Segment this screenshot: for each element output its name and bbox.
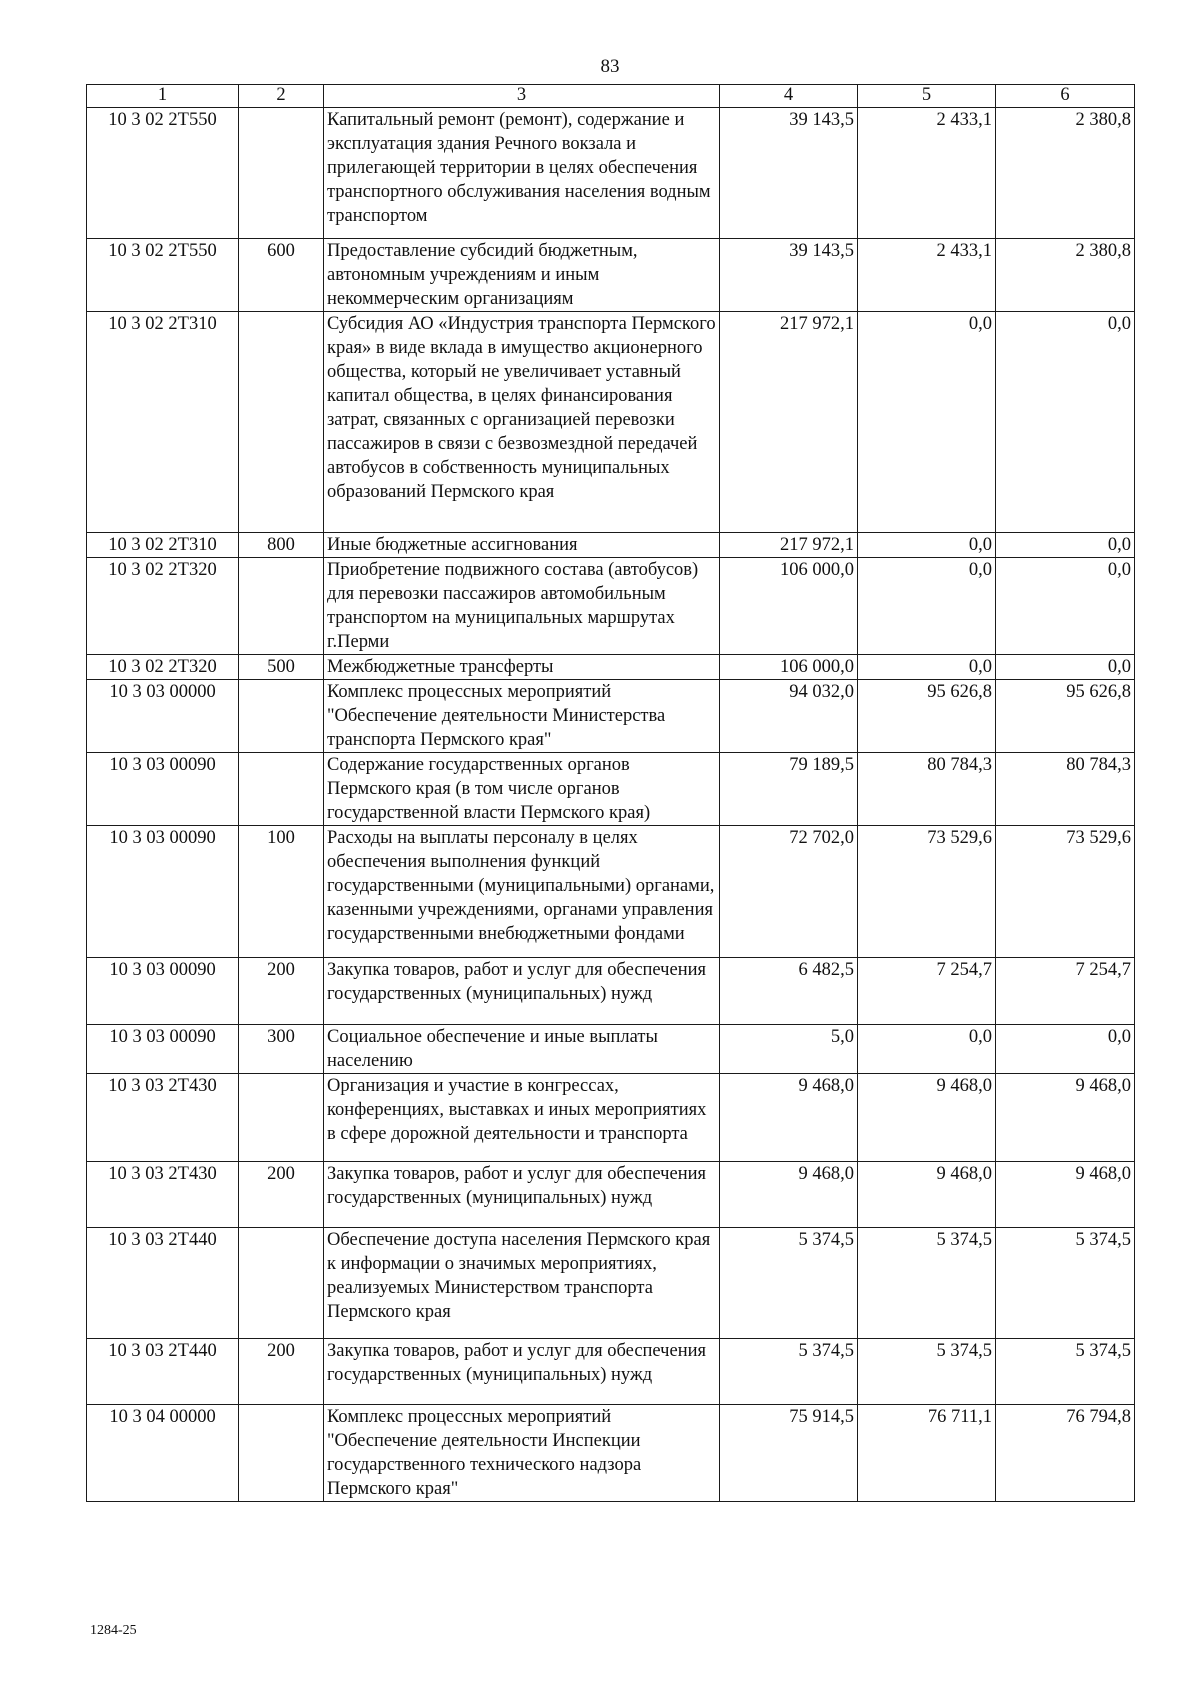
table-row xyxy=(87,826,1135,958)
row-value-col4: 72 702,0 xyxy=(720,826,858,958)
row-type-cell xyxy=(239,753,324,826)
row-value-col4: 9 468,0 xyxy=(720,1074,858,1162)
row-name-cell: Обеспечение доступа населения Пермского края к информации о значимых мероприятиях, реализуемых Министерством транспорта Пермского края xyxy=(324,1228,720,1339)
row-code-cell: 10 3 03 2Т440 xyxy=(87,1339,239,1405)
row-code-cell: 10 3 02 2Т550 xyxy=(87,108,239,239)
row-value-col6: 76 794,8 xyxy=(996,1405,1135,1502)
row-value-col4: 9 468,0 xyxy=(720,1162,858,1228)
table-row xyxy=(87,1339,1135,1405)
row-value-col5: 0,0 xyxy=(858,655,996,680)
row-type-cell: 300 xyxy=(239,1025,324,1074)
row-code-cell: 10 3 03 00090 xyxy=(87,753,239,826)
row-code-cell: 10 3 02 2Т310 xyxy=(87,533,239,558)
row-name-cell: Закупка товаров, работ и услуг для обеспечения государственных (муниципальных) нужд xyxy=(324,958,720,1025)
row-code-cell: 10 3 02 2Т550 xyxy=(87,239,239,312)
row-type-cell: 200 xyxy=(239,1339,324,1405)
table-row xyxy=(87,558,1135,655)
row-value-col4: 39 143,5 xyxy=(720,108,858,239)
row-name-cell: Межбюджетные трансферты xyxy=(324,655,720,680)
row-type-cell: 200 xyxy=(239,1162,324,1228)
row-value-col5: 2 433,1 xyxy=(858,239,996,312)
row-value-col6: 9 468,0 xyxy=(996,1162,1135,1228)
row-value-col5: 7 254,7 xyxy=(858,958,996,1025)
row-name-cell: Комплекс процессных мероприятий "Обеспечение деятельности Инспекции государственного технического надзора Пермского края" xyxy=(324,1405,720,1502)
row-type-cell xyxy=(239,1074,324,1162)
row-value-col6: 5 374,5 xyxy=(996,1339,1135,1405)
row-value-col5: 73 529,6 xyxy=(858,826,996,958)
table-row xyxy=(87,312,1135,533)
row-value-col4: 79 189,5 xyxy=(720,753,858,826)
budget-table xyxy=(86,84,1135,1502)
row-value-col4: 217 972,1 xyxy=(720,533,858,558)
table-row xyxy=(87,958,1135,1025)
row-code-cell: 10 3 03 00090 xyxy=(87,1025,239,1074)
row-name-cell: Закупка товаров, работ и услуг для обеспечения государственных (муниципальных) нужд xyxy=(324,1339,720,1405)
table-row xyxy=(87,108,1135,239)
row-name-cell: Капитальный ремонт (ремонт), содержание и эксплуатация здания Речного вокзала и прилегающей территории в целях обеспечения транспортного обслуживания населения водным транспортом xyxy=(324,108,720,239)
row-type-cell: 500 xyxy=(239,655,324,680)
row-name-cell: Расходы на выплаты персоналу в целях обеспечения выполнения функций государственными (муниципальными) органами, казенными учреждениями, органами управления государственными внебюджетными фондами xyxy=(324,826,720,958)
row-code-cell: 10 3 02 2Т310 xyxy=(87,312,239,533)
row-value-col5: 9 468,0 xyxy=(858,1074,996,1162)
row-value-col6: 0,0 xyxy=(996,1025,1135,1074)
row-value-col6: 80 784,3 xyxy=(996,753,1135,826)
row-value-col6: 9 468,0 xyxy=(996,1074,1135,1162)
column-header-5: 5 xyxy=(858,85,996,108)
row-value-col6: 2 380,8 xyxy=(996,239,1135,312)
table-row xyxy=(87,1025,1135,1074)
row-value-col5: 76 711,1 xyxy=(858,1405,996,1502)
row-value-col4: 75 914,5 xyxy=(720,1405,858,1502)
footer-document-code: 1284-25 xyxy=(90,1623,137,1638)
row-value-col4: 6 482,5 xyxy=(720,958,858,1025)
row-value-col6: 73 529,6 xyxy=(996,826,1135,958)
row-type-cell: 800 xyxy=(239,533,324,558)
row-name-cell: Комплекс процессных мероприятий "Обеспечение деятельности Министерства транспорта Пермского края" xyxy=(324,680,720,753)
column-header-3: 3 xyxy=(324,85,720,108)
row-value-col5: 2 433,1 xyxy=(858,108,996,239)
row-value-col6: 0,0 xyxy=(996,533,1135,558)
row-value-col5: 80 784,3 xyxy=(858,753,996,826)
table-row xyxy=(87,1162,1135,1228)
table-row xyxy=(87,655,1135,680)
row-value-col6: 2 380,8 xyxy=(996,108,1135,239)
row-type-cell: 200 xyxy=(239,958,324,1025)
table-row xyxy=(87,239,1135,312)
row-value-col5: 0,0 xyxy=(858,533,996,558)
row-value-col6: 7 254,7 xyxy=(996,958,1135,1025)
row-name-cell: Закупка товаров, работ и услуг для обеспечения государственных (муниципальных) нужд xyxy=(324,1162,720,1228)
row-code-cell: 10 3 03 00090 xyxy=(87,826,239,958)
header-row xyxy=(87,85,1135,108)
row-code-cell: 10 3 02 2Т320 xyxy=(87,558,239,655)
row-value-col4: 5 374,5 xyxy=(720,1339,858,1405)
table-row xyxy=(87,680,1135,753)
row-value-col6: 0,0 xyxy=(996,558,1135,655)
row-code-cell: 10 3 03 00000 xyxy=(87,680,239,753)
table-row xyxy=(87,1074,1135,1162)
row-code-cell: 10 3 03 2Т430 xyxy=(87,1074,239,1162)
row-name-cell: Содержание государственных органов Пермского края (в том числе органов государственной власти Пермского края) xyxy=(324,753,720,826)
row-code-cell: 10 3 04 00000 xyxy=(87,1405,239,1502)
row-code-cell: 10 3 02 2Т320 xyxy=(87,655,239,680)
row-value-col5: 95 626,8 xyxy=(858,680,996,753)
row-value-col4: 217 972,1 xyxy=(720,312,858,533)
table-body xyxy=(87,108,1135,1502)
row-name-cell: Иные бюджетные ассигнования xyxy=(324,533,720,558)
row-value-col4: 5,0 xyxy=(720,1025,858,1074)
column-header-2: 2 xyxy=(239,85,324,108)
column-header-6: 6 xyxy=(996,85,1135,108)
row-type-cell: 600 xyxy=(239,239,324,312)
row-code-cell: 10 3 03 00090 xyxy=(87,958,239,1025)
row-value-col5: 0,0 xyxy=(858,312,996,533)
column-header-1: 1 xyxy=(87,85,239,108)
row-value-col5: 0,0 xyxy=(858,1025,996,1074)
row-value-col5: 9 468,0 xyxy=(858,1162,996,1228)
table-row xyxy=(87,753,1135,826)
row-value-col5: 5 374,5 xyxy=(858,1339,996,1405)
row-name-cell: Субсидия АО «Индустрия транспорта Пермского края» в виде вклада в имущество акционерного общества, который не увеличивает уставный капитал общества, в целях финансирования затрат, связанных с организацией перевозки пассажиров в связи с безвозмездной передачей автобусов в собственность муниципальных образований Пермского края xyxy=(324,312,720,533)
column-header-4: 4 xyxy=(720,85,858,108)
row-type-cell xyxy=(239,108,324,239)
row-name-cell: Организация и участие в конгрессах, конференциях, выставках и иных мероприятиях в сфере дорожной деятельности и транспорта xyxy=(324,1074,720,1162)
row-value-col5: 0,0 xyxy=(858,558,996,655)
table-row xyxy=(87,1228,1135,1339)
page-number: 83 xyxy=(600,56,620,77)
row-value-col4: 5 374,5 xyxy=(720,1228,858,1339)
row-name-cell: Социальное обеспечение и иные выплаты населению xyxy=(324,1025,720,1074)
row-value-col6: 0,0 xyxy=(996,655,1135,680)
table-row xyxy=(87,1405,1135,1502)
row-value-col4: 106 000,0 xyxy=(720,655,858,680)
row-type-cell xyxy=(239,312,324,533)
row-value-col6: 0,0 xyxy=(996,312,1135,533)
row-type-cell xyxy=(239,1405,324,1502)
row-type-cell xyxy=(239,1228,324,1339)
row-value-col4: 106 000,0 xyxy=(720,558,858,655)
table-row xyxy=(87,533,1135,558)
row-value-col4: 94 032,0 xyxy=(720,680,858,753)
row-value-col6: 5 374,5 xyxy=(996,1228,1135,1339)
row-name-cell: Приобретение подвижного состава (автобусов) для перевозки пассажиров автомобильным транспортом на муниципальных маршрутах г.Перми xyxy=(324,558,720,655)
row-type-cell xyxy=(239,558,324,655)
row-code-cell: 10 3 03 2Т430 xyxy=(87,1162,239,1228)
row-type-cell: 100 xyxy=(239,826,324,958)
row-value-col5: 5 374,5 xyxy=(858,1228,996,1339)
row-type-cell xyxy=(239,680,324,753)
row-value-col4: 39 143,5 xyxy=(720,239,858,312)
row-name-cell: Предоставление субсидий бюджетным, автономным учреждениям и иным некоммерческим организациям xyxy=(324,239,720,312)
row-value-col6: 95 626,8 xyxy=(996,680,1135,753)
row-code-cell: 10 3 03 2Т440 xyxy=(87,1228,239,1339)
